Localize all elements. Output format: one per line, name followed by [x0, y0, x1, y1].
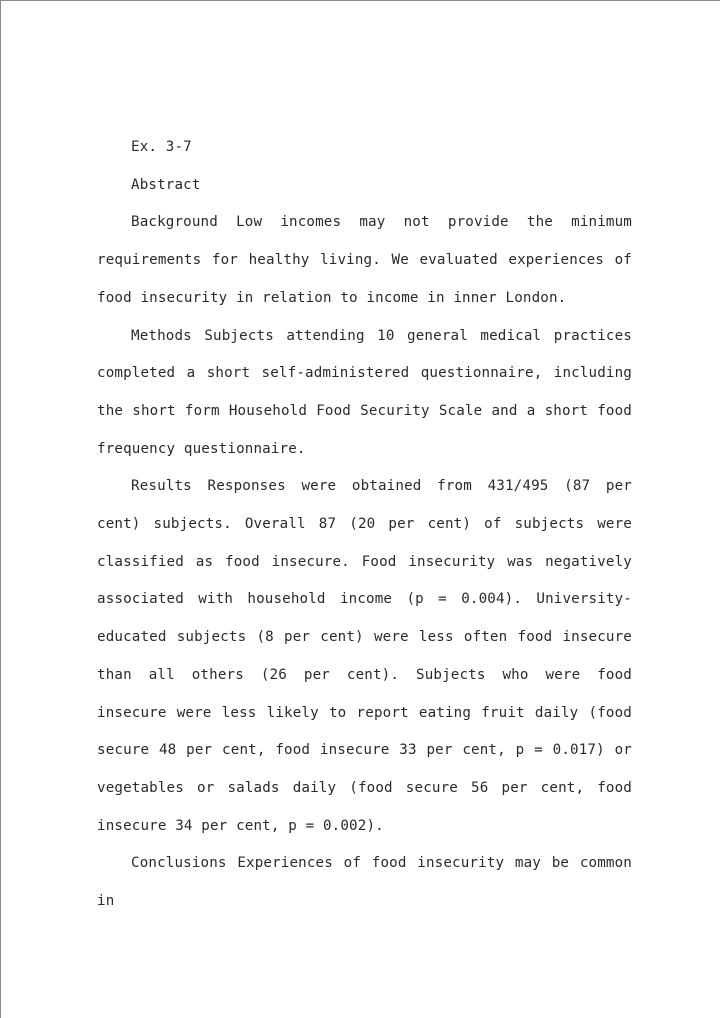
document-body [97, 129, 632, 921]
section-heading-abstract: Abstract [131, 176, 201, 193]
paragraph-conclusions: Conclusions Experiences of food insecurity may be common in [97, 855, 632, 910]
paragraph-methods: Methods Subjects attending 10 general medical practices completed a short self-administered questionnaire, including the short form Household Food Security Scale and a short food frequency questionnaire. [97, 327, 632, 457]
exercise-label: Ex. 3-7 [131, 139, 192, 155]
paragraph-results: Results Responses were obtained from 431/495 (87 per cent) subjects. Overall 87 (20 per cent) of subjects were classified as food insecure. Food insecurity was negatively associated with household income (p = 0.004). University-educated subjects (8 per cent) were less often food insecure than all others (26 per cent). Subjects who were food insecure were less likely to report eating fruit daily (food secure 48 per cent, food insecure 33 per cent, p = 0.017) or vegetables or salads daily (food secure 56 per cent, food insecure 34 per cent, p = 0.002). [97, 478, 632, 834]
paragraph-background: Background Low incomes may not provide the minimum requirements for healthy living. We evaluated experiences of food insecurity in relation to income in inner London. [97, 214, 632, 306]
